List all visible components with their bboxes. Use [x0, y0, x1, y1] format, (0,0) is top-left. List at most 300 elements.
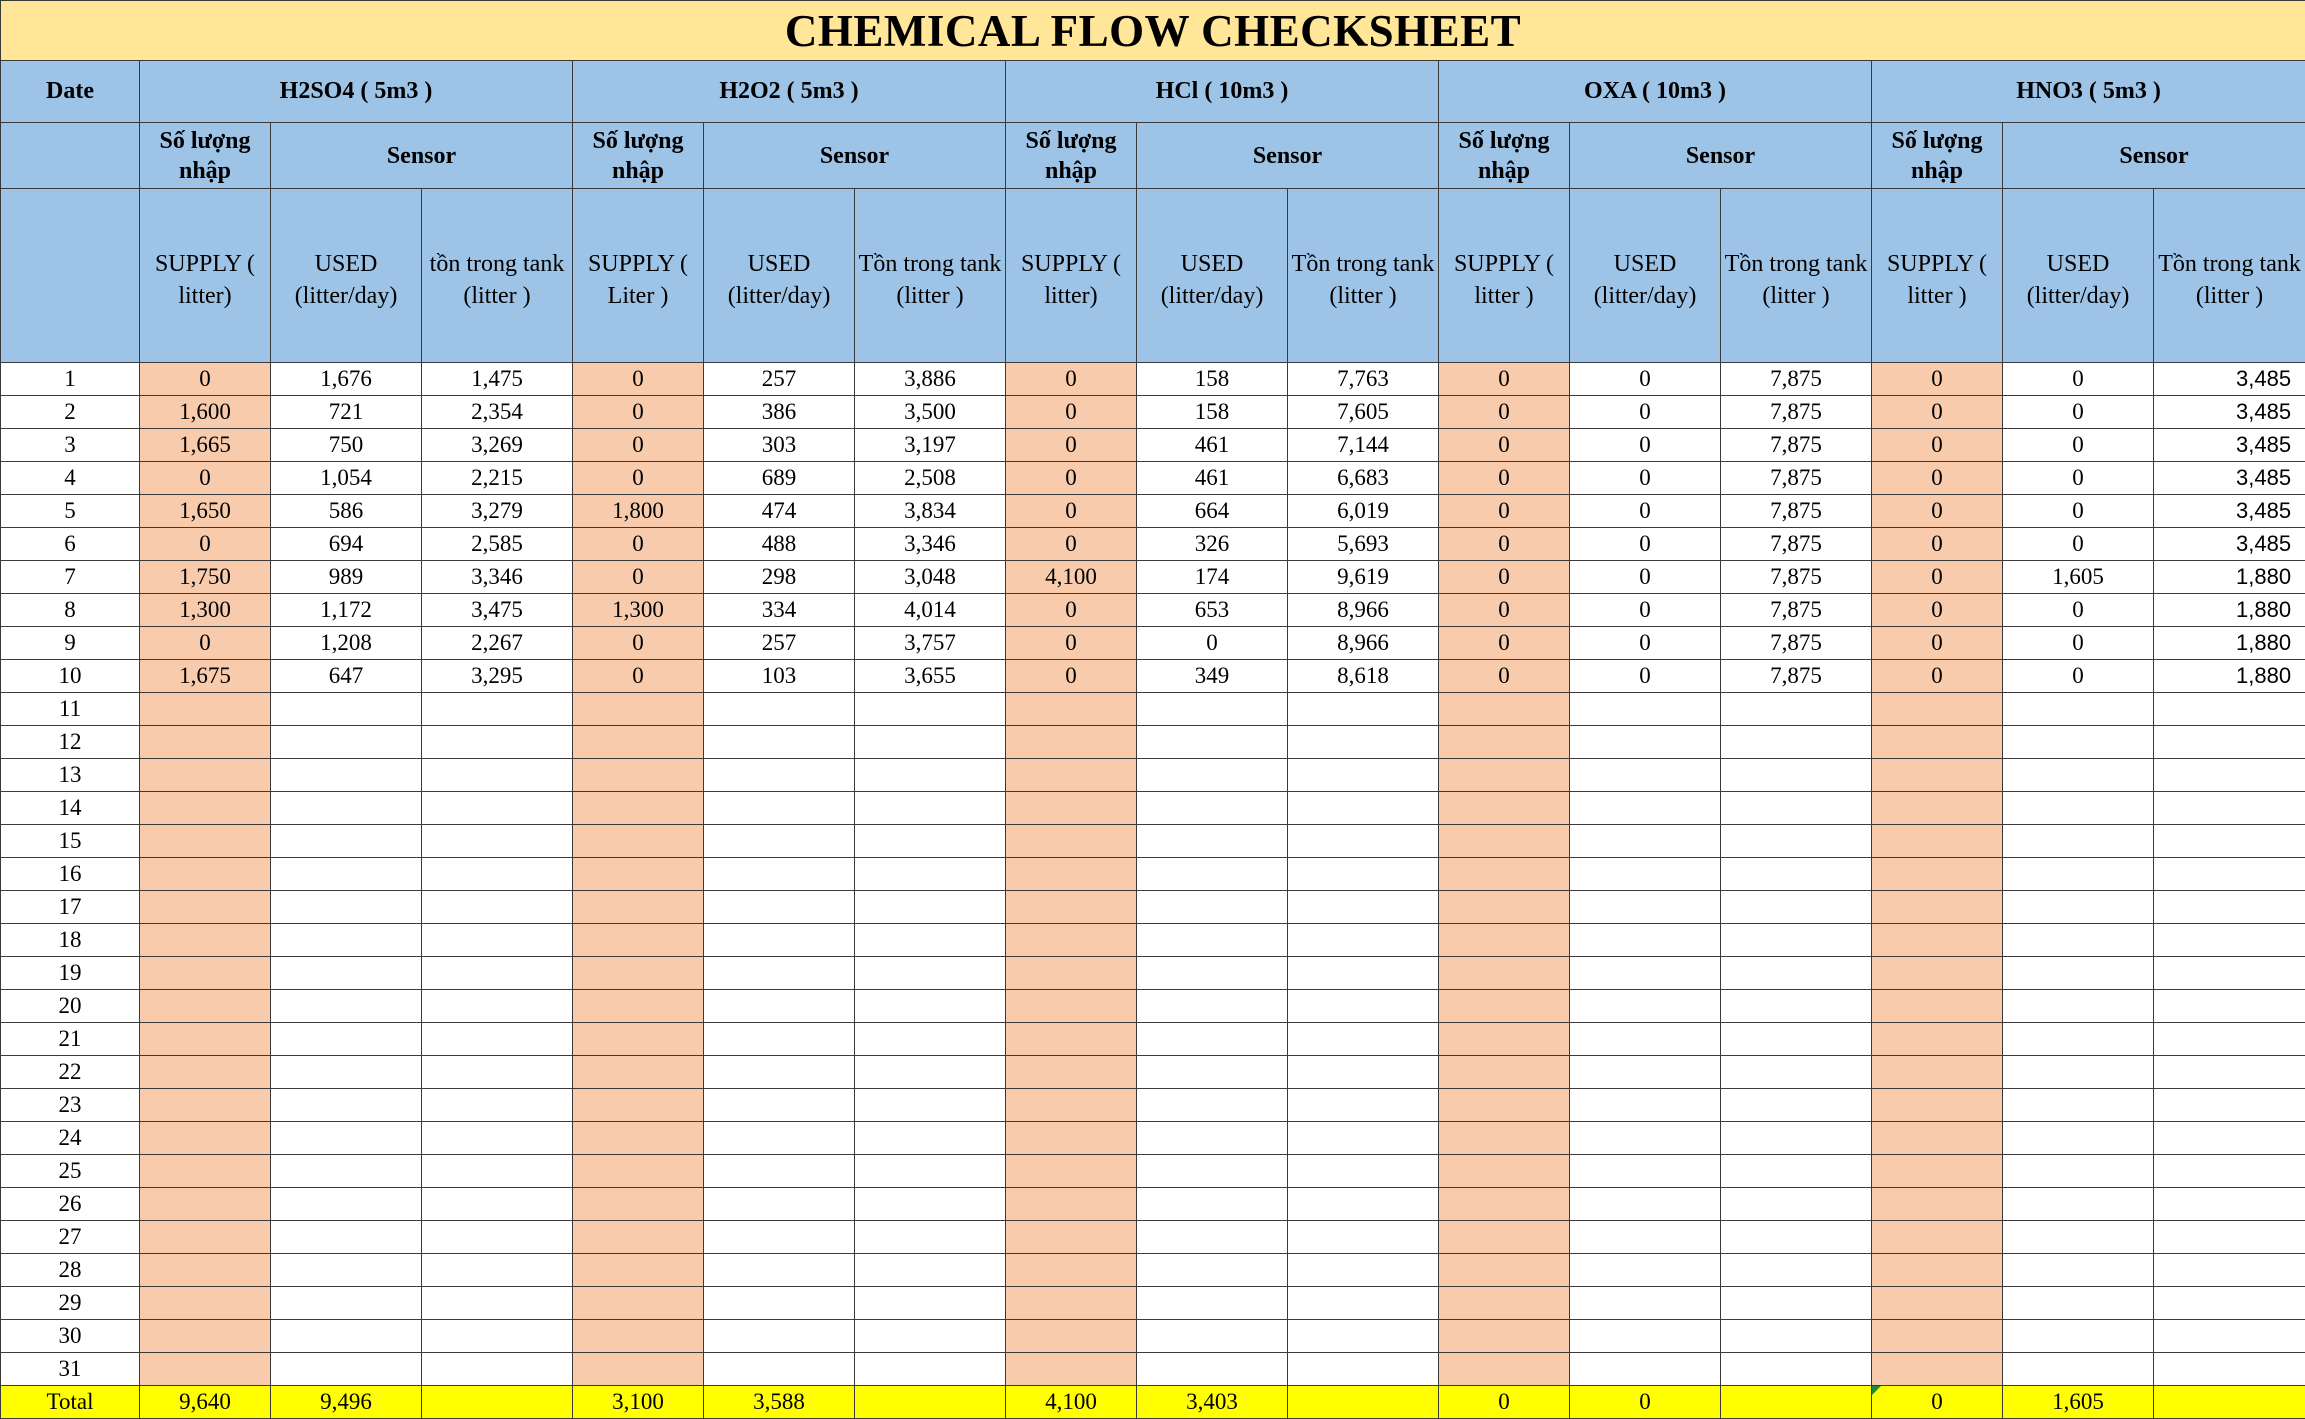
date-cell[interactable]: 16 — [1, 858, 140, 891]
supply-cell-h2so4[interactable]: 1,665 — [140, 429, 271, 462]
used-cell-hcl[interactable] — [1137, 1023, 1288, 1056]
used-cell-oxa[interactable] — [1570, 990, 1721, 1023]
sensor-header-h2o2[interactable]: Sensor — [704, 123, 1006, 189]
supply-cell-hcl[interactable] — [1006, 957, 1137, 990]
supply-cell-h2so4[interactable] — [140, 1023, 271, 1056]
tank-cell-h2so4[interactable]: 3,475 — [422, 594, 573, 627]
used-cell-hcl[interactable] — [1137, 1155, 1288, 1188]
date-cell[interactable]: 7 — [1, 561, 140, 594]
tank-cell-oxa[interactable]: 7,875 — [1721, 660, 1872, 693]
used-cell-h2so4[interactable] — [271, 924, 422, 957]
supply-cell-h2so4[interactable] — [140, 1221, 271, 1254]
tank-cell-hno3[interactable] — [2154, 1254, 2305, 1287]
used-cell-hcl[interactable] — [1137, 957, 1288, 990]
date-cell[interactable]: 4 — [1, 462, 140, 495]
date-cell[interactable]: 21 — [1, 1023, 140, 1056]
tank-cell-hcl[interactable] — [1288, 1122, 1439, 1155]
supply-cell-hcl[interactable] — [1006, 858, 1137, 891]
used-cell-h2so4[interactable] — [271, 1353, 422, 1386]
date-header-blank[interactable] — [1, 123, 140, 189]
used-cell-oxa[interactable] — [1570, 759, 1721, 792]
total-tank-hcl[interactable] — [1288, 1386, 1439, 1419]
tank-cell-oxa[interactable]: 7,875 — [1721, 627, 1872, 660]
used-cell-oxa[interactable] — [1570, 1287, 1721, 1320]
supply-cell-oxa[interactable]: 0 — [1439, 594, 1570, 627]
tank-cell-hcl[interactable] — [1288, 1089, 1439, 1122]
tank-cell-oxa[interactable]: 7,875 — [1721, 462, 1872, 495]
supply-cell-hno3[interactable] — [1872, 1056, 2003, 1089]
used-cell-h2o2[interactable] — [704, 1122, 855, 1155]
supply-cell-hcl[interactable]: 0 — [1006, 627, 1137, 660]
supply-cell-h2o2[interactable] — [573, 1056, 704, 1089]
supply-cell-h2o2[interactable] — [573, 792, 704, 825]
supply-cell-h2o2[interactable]: 0 — [573, 627, 704, 660]
supply-cell-h2o2[interactable]: 0 — [573, 462, 704, 495]
supply-cell-h2o2[interactable] — [573, 1221, 704, 1254]
qty-header-h2so4[interactable]: Số lượng nhập — [140, 123, 271, 189]
supply-cell-h2so4[interactable] — [140, 1122, 271, 1155]
supply-cell-hno3[interactable]: 0 — [1872, 561, 2003, 594]
date-cell[interactable]: 24 — [1, 1122, 140, 1155]
used-cell-h2so4[interactable] — [271, 957, 422, 990]
used-cell-hno3[interactable]: 0 — [2003, 627, 2154, 660]
tank-cell-hno3[interactable]: 3,485 — [2154, 462, 2305, 495]
qty-header-hcl[interactable]: Số lượng nhập — [1006, 123, 1137, 189]
used-cell-oxa[interactable]: 0 — [1570, 429, 1721, 462]
tank-cell-h2o2[interactable]: 4,014 — [855, 594, 1006, 627]
tank-cell-hno3[interactable] — [2154, 1155, 2305, 1188]
supply-cell-hcl[interactable] — [1006, 1122, 1137, 1155]
supply-cell-h2o2[interactable] — [573, 891, 704, 924]
supply-cell-hcl[interactable] — [1006, 792, 1137, 825]
date-cell[interactable]: 1 — [1, 363, 140, 396]
tank-cell-h2o2[interactable]: 3,886 — [855, 363, 1006, 396]
supply-cell-oxa[interactable] — [1439, 726, 1570, 759]
tank-cell-hno3[interactable]: 1,880 — [2154, 660, 2305, 693]
date-cell[interactable]: 9 — [1, 627, 140, 660]
used-cell-h2o2[interactable] — [704, 957, 855, 990]
date-cell[interactable]: 12 — [1, 726, 140, 759]
qty-header-hno3[interactable]: Số lượng nhập — [1872, 123, 2003, 189]
used-cell-h2so4[interactable]: 694 — [271, 528, 422, 561]
used-cell-oxa[interactable] — [1570, 1221, 1721, 1254]
supply-cell-hcl[interactable]: 0 — [1006, 594, 1137, 627]
used-cell-hno3[interactable] — [2003, 957, 2154, 990]
tank-cell-oxa[interactable] — [1721, 1056, 1872, 1089]
tank-cell-hno3[interactable] — [2154, 891, 2305, 924]
used-cell-hno3[interactable] — [2003, 1023, 2154, 1056]
used-cell-hno3[interactable] — [2003, 1221, 2154, 1254]
used-cell-h2so4[interactable] — [271, 1155, 422, 1188]
supply-cell-hno3[interactable]: 0 — [1872, 363, 2003, 396]
supply-cell-hcl[interactable]: 0 — [1006, 528, 1137, 561]
tank-cell-hcl[interactable] — [1288, 1056, 1439, 1089]
supply-cell-hcl[interactable]: 0 — [1006, 660, 1137, 693]
used-cell-hcl[interactable]: 158 — [1137, 396, 1288, 429]
supply-cell-h2so4[interactable]: 1,675 — [140, 660, 271, 693]
tank-cell-h2o2[interactable] — [855, 1122, 1006, 1155]
tank-cell-h2o2[interactable] — [855, 792, 1006, 825]
supply-cell-oxa[interactable] — [1439, 1254, 1570, 1287]
used-cell-h2o2[interactable] — [704, 1056, 855, 1089]
supply-cell-oxa[interactable] — [1439, 924, 1570, 957]
supply-cell-hno3[interactable] — [1872, 1122, 2003, 1155]
tank-cell-oxa[interactable] — [1721, 1122, 1872, 1155]
used-cell-h2so4[interactable] — [271, 1023, 422, 1056]
tank-cell-h2o2[interactable]: 2,508 — [855, 462, 1006, 495]
tank-cell-hcl[interactable] — [1288, 1320, 1439, 1353]
supply-cell-h2so4[interactable]: 1,600 — [140, 396, 271, 429]
used-cell-hno3[interactable] — [2003, 1287, 2154, 1320]
used-cell-oxa[interactable]: 0 — [1570, 561, 1721, 594]
used-cell-hcl[interactable] — [1137, 1089, 1288, 1122]
supply-cell-h2so4[interactable] — [140, 1155, 271, 1188]
tank-cell-oxa[interactable]: 7,875 — [1721, 594, 1872, 627]
tank-cell-oxa[interactable] — [1721, 924, 1872, 957]
tank-cell-hcl[interactable] — [1288, 957, 1439, 990]
used-cell-h2o2[interactable] — [704, 1188, 855, 1221]
supply-cell-oxa[interactable]: 0 — [1439, 561, 1570, 594]
qty-header-h2o2[interactable]: Số lượng nhập — [573, 123, 704, 189]
supply-cell-oxa[interactable] — [1439, 693, 1570, 726]
used-cell-h2so4[interactable] — [271, 1188, 422, 1221]
tank-cell-h2so4[interactable] — [422, 759, 573, 792]
supply-cell-hcl[interactable] — [1006, 693, 1137, 726]
used-cell-oxa[interactable] — [1570, 1320, 1721, 1353]
used-cell-hno3[interactable]: 0 — [2003, 363, 2154, 396]
tank-cell-oxa[interactable] — [1721, 1023, 1872, 1056]
tank-cell-h2so4[interactable] — [422, 924, 573, 957]
supply-cell-h2so4[interactable] — [140, 1320, 271, 1353]
used-cell-h2o2[interactable]: 303 — [704, 429, 855, 462]
supply-cell-h2o2[interactable] — [573, 858, 704, 891]
used-cell-hcl[interactable] — [1137, 1254, 1288, 1287]
supply-cell-hno3[interactable] — [1872, 792, 2003, 825]
supply-cell-hcl[interactable] — [1006, 924, 1137, 957]
used-cell-h2so4[interactable] — [271, 891, 422, 924]
total-tank-h2o2[interactable] — [855, 1386, 1006, 1419]
date-cell[interactable]: 15 — [1, 825, 140, 858]
total-supply-hcl[interactable]: 4,100 — [1006, 1386, 1137, 1419]
used-cell-hno3[interactable]: 0 — [2003, 660, 2154, 693]
used-cell-h2o2[interactable]: 474 — [704, 495, 855, 528]
used-cell-h2o2[interactable] — [704, 1254, 855, 1287]
used-cell-hno3[interactable] — [2003, 792, 2154, 825]
tank-cell-h2so4[interactable] — [422, 1089, 573, 1122]
supply-cell-hno3[interactable] — [1872, 726, 2003, 759]
total-tank-hno3[interactable] — [2154, 1386, 2305, 1419]
supply-cell-h2so4[interactable] — [140, 1089, 271, 1122]
used-header-h2so4[interactable]: USED (litter/day) — [271, 189, 422, 363]
supply-header-hno3[interactable]: SUPPLY ( litter ) — [1872, 189, 2003, 363]
supply-cell-oxa[interactable]: 0 — [1439, 495, 1570, 528]
used-cell-h2so4[interactable]: 1,676 — [271, 363, 422, 396]
used-cell-oxa[interactable] — [1570, 1056, 1721, 1089]
tank-cell-h2o2[interactable] — [855, 1056, 1006, 1089]
date-cell[interactable]: 5 — [1, 495, 140, 528]
total-supply-oxa[interactable]: 0 — [1439, 1386, 1570, 1419]
supply-header-h2so4[interactable]: SUPPLY ( litter) — [140, 189, 271, 363]
used-cell-hno3[interactable] — [2003, 858, 2154, 891]
supply-cell-h2o2[interactable] — [573, 1353, 704, 1386]
supply-cell-hno3[interactable] — [1872, 891, 2003, 924]
supply-cell-hcl[interactable] — [1006, 1287, 1137, 1320]
used-cell-hcl[interactable]: 664 — [1137, 495, 1288, 528]
sensor-header-hcl[interactable]: Sensor — [1137, 123, 1439, 189]
tank-cell-hcl[interactable] — [1288, 825, 1439, 858]
tank-cell-h2o2[interactable] — [855, 759, 1006, 792]
used-cell-hno3[interactable] — [2003, 990, 2154, 1023]
used-cell-hcl[interactable] — [1137, 693, 1288, 726]
tank-cell-oxa[interactable] — [1721, 891, 1872, 924]
tank-cell-hno3[interactable] — [2154, 693, 2305, 726]
supply-cell-hno3[interactable]: 0 — [1872, 429, 2003, 462]
used-cell-h2so4[interactable] — [271, 1287, 422, 1320]
used-cell-h2o2[interactable] — [704, 1023, 855, 1056]
date-cell[interactable]: 13 — [1, 759, 140, 792]
date-cell[interactable]: 14 — [1, 792, 140, 825]
tank-cell-hno3[interactable] — [2154, 990, 2305, 1023]
used-cell-h2o2[interactable] — [704, 1221, 855, 1254]
group-header-hno3[interactable]: HNO3 ( 5m3 ) — [1872, 61, 2305, 123]
supply-cell-h2so4[interactable]: 1,300 — [140, 594, 271, 627]
supply-cell-hno3[interactable] — [1872, 990, 2003, 1023]
used-cell-hno3[interactable]: 0 — [2003, 429, 2154, 462]
used-cell-oxa[interactable] — [1570, 693, 1721, 726]
used-cell-h2o2[interactable] — [704, 1353, 855, 1386]
supply-cell-h2o2[interactable] — [573, 924, 704, 957]
used-cell-h2so4[interactable]: 750 — [271, 429, 422, 462]
supply-cell-h2o2[interactable]: 0 — [573, 363, 704, 396]
used-cell-oxa[interactable]: 0 — [1570, 495, 1721, 528]
supply-cell-h2o2[interactable] — [573, 1089, 704, 1122]
date-cell[interactable]: 17 — [1, 891, 140, 924]
tank-cell-oxa[interactable] — [1721, 1320, 1872, 1353]
supply-cell-hno3[interactable]: 0 — [1872, 528, 2003, 561]
supply-cell-hno3[interactable] — [1872, 1023, 2003, 1056]
supply-cell-h2o2[interactable] — [573, 825, 704, 858]
tank-cell-hno3[interactable] — [2154, 1056, 2305, 1089]
tank-cell-hno3[interactable] — [2154, 1221, 2305, 1254]
tank-header-hcl[interactable]: Tồn trong tank (litter ) — [1288, 189, 1439, 363]
tank-cell-h2so4[interactable] — [422, 1320, 573, 1353]
tank-cell-h2o2[interactable]: 3,834 — [855, 495, 1006, 528]
tank-cell-h2so4[interactable] — [422, 825, 573, 858]
supply-cell-oxa[interactable] — [1439, 957, 1570, 990]
used-header-hcl[interactable]: USED (litter/day) — [1137, 189, 1288, 363]
date-cell[interactable]: 23 — [1, 1089, 140, 1122]
supply-cell-h2o2[interactable] — [573, 759, 704, 792]
used-header-hno3[interactable]: USED (litter/day) — [2003, 189, 2154, 363]
used-cell-oxa[interactable] — [1570, 1254, 1721, 1287]
used-cell-oxa[interactable]: 0 — [1570, 660, 1721, 693]
tank-cell-oxa[interactable] — [1721, 759, 1872, 792]
supply-cell-hno3[interactable] — [1872, 1254, 2003, 1287]
supply-cell-oxa[interactable] — [1439, 825, 1570, 858]
tank-cell-hcl[interactable] — [1288, 1023, 1439, 1056]
date-cell[interactable]: 20 — [1, 990, 140, 1023]
used-cell-hno3[interactable] — [2003, 1254, 2154, 1287]
used-cell-h2so4[interactable]: 586 — [271, 495, 422, 528]
supply-cell-oxa[interactable] — [1439, 759, 1570, 792]
supply-cell-oxa[interactable] — [1439, 792, 1570, 825]
tank-cell-h2so4[interactable] — [422, 792, 573, 825]
tank-cell-oxa[interactable]: 7,875 — [1721, 363, 1872, 396]
tank-cell-hcl[interactable]: 6,019 — [1288, 495, 1439, 528]
supply-cell-h2so4[interactable]: 1,650 — [140, 495, 271, 528]
tank-cell-h2o2[interactable] — [855, 1254, 1006, 1287]
supply-cell-h2o2[interactable]: 0 — [573, 660, 704, 693]
tank-header-h2so4[interactable]: tồn trong tank (litter ) — [422, 189, 573, 363]
tank-cell-h2so4[interactable]: 2,215 — [422, 462, 573, 495]
date-cell[interactable]: 27 — [1, 1221, 140, 1254]
used-cell-h2so4[interactable]: 989 — [271, 561, 422, 594]
used-cell-oxa[interactable] — [1570, 1122, 1721, 1155]
used-cell-hno3[interactable]: 0 — [2003, 396, 2154, 429]
sheet-title[interactable]: CHEMICAL FLOW CHECKSHEET — [1, 1, 2305, 61]
used-cell-hcl[interactable]: 461 — [1137, 429, 1288, 462]
supply-cell-h2so4[interactable] — [140, 1254, 271, 1287]
supply-cell-hno3[interactable] — [1872, 1221, 2003, 1254]
supply-cell-h2o2[interactable] — [573, 957, 704, 990]
used-cell-oxa[interactable]: 0 — [1570, 363, 1721, 396]
supply-cell-hno3[interactable] — [1872, 858, 2003, 891]
tank-cell-hno3[interactable]: 3,485 — [2154, 363, 2305, 396]
qty-header-oxa[interactable]: Số lượng nhập — [1439, 123, 1570, 189]
used-cell-hcl[interactable] — [1137, 1287, 1288, 1320]
used-cell-h2so4[interactable] — [271, 1221, 422, 1254]
supply-cell-oxa[interactable] — [1439, 1023, 1570, 1056]
total-used-h2o2[interactable]: 3,588 — [704, 1386, 855, 1419]
supply-cell-oxa[interactable]: 0 — [1439, 660, 1570, 693]
used-header-h2o2[interactable]: USED (litter/day) — [704, 189, 855, 363]
used-cell-h2o2[interactable] — [704, 858, 855, 891]
group-header-h2so4[interactable]: H2SO4 ( 5m3 ) — [140, 61, 573, 123]
tank-cell-h2o2[interactable] — [855, 1353, 1006, 1386]
tank-cell-h2so4[interactable]: 1,475 — [422, 363, 573, 396]
supply-cell-oxa[interactable] — [1439, 1122, 1570, 1155]
used-cell-hno3[interactable] — [2003, 1056, 2154, 1089]
supply-cell-h2o2[interactable] — [573, 1287, 704, 1320]
tank-cell-oxa[interactable] — [1721, 1287, 1872, 1320]
tank-cell-hno3[interactable]: 3,485 — [2154, 429, 2305, 462]
tank-cell-hno3[interactable] — [2154, 726, 2305, 759]
sensor-header-oxa[interactable]: Sensor — [1570, 123, 1872, 189]
tank-cell-hno3[interactable] — [2154, 1353, 2305, 1386]
supply-cell-h2so4[interactable] — [140, 1353, 271, 1386]
used-cell-hno3[interactable] — [2003, 1155, 2154, 1188]
used-cell-hcl[interactable]: 0 — [1137, 627, 1288, 660]
tank-cell-oxa[interactable] — [1721, 1188, 1872, 1221]
tank-cell-h2so4[interactable]: 2,267 — [422, 627, 573, 660]
tank-cell-hno3[interactable]: 1,880 — [2154, 561, 2305, 594]
used-cell-hno3[interactable] — [2003, 693, 2154, 726]
used-cell-h2o2[interactable] — [704, 759, 855, 792]
tank-cell-h2so4[interactable]: 2,354 — [422, 396, 573, 429]
used-cell-hno3[interactable] — [2003, 1122, 2154, 1155]
supply-cell-h2so4[interactable] — [140, 1188, 271, 1221]
supply-header-oxa[interactable]: SUPPLY ( litter ) — [1439, 189, 1570, 363]
supply-cell-hno3[interactable] — [1872, 1155, 2003, 1188]
tank-cell-oxa[interactable] — [1721, 957, 1872, 990]
supply-cell-hno3[interactable]: 0 — [1872, 660, 2003, 693]
used-cell-h2o2[interactable] — [704, 792, 855, 825]
supply-cell-h2o2[interactable] — [573, 1254, 704, 1287]
supply-cell-hcl[interactable]: 0 — [1006, 495, 1137, 528]
supply-cell-oxa[interactable]: 0 — [1439, 429, 1570, 462]
used-cell-h2so4[interactable] — [271, 1056, 422, 1089]
used-cell-h2so4[interactable]: 647 — [271, 660, 422, 693]
date-cell[interactable]: 8 — [1, 594, 140, 627]
tank-cell-hcl[interactable] — [1288, 1353, 1439, 1386]
supply-cell-hno3[interactable] — [1872, 1353, 2003, 1386]
supply-cell-h2so4[interactable] — [140, 858, 271, 891]
used-cell-h2so4[interactable] — [271, 1122, 422, 1155]
date-cell[interactable]: 19 — [1, 957, 140, 990]
supply-cell-hcl[interactable]: 0 — [1006, 363, 1137, 396]
supply-cell-hcl[interactable] — [1006, 1155, 1137, 1188]
used-cell-h2o2[interactable]: 103 — [704, 660, 855, 693]
date-cell[interactable]: 30 — [1, 1320, 140, 1353]
tank-cell-oxa[interactable] — [1721, 990, 1872, 1023]
supply-cell-hcl[interactable] — [1006, 1221, 1137, 1254]
used-cell-hcl[interactable] — [1137, 1122, 1288, 1155]
tank-cell-hcl[interactable] — [1288, 924, 1439, 957]
tank-cell-hcl[interactable]: 9,619 — [1288, 561, 1439, 594]
tank-cell-h2so4[interactable] — [422, 957, 573, 990]
used-cell-oxa[interactable] — [1570, 726, 1721, 759]
used-cell-oxa[interactable] — [1570, 792, 1721, 825]
group-header-h2o2[interactable]: H2O2 ( 5m3 ) — [573, 61, 1006, 123]
used-cell-h2o2[interactable] — [704, 990, 855, 1023]
supply-cell-hcl[interactable] — [1006, 1023, 1137, 1056]
supply-cell-h2o2[interactable]: 0 — [573, 396, 704, 429]
supply-cell-oxa[interactable] — [1439, 1089, 1570, 1122]
used-cell-h2so4[interactable] — [271, 825, 422, 858]
tank-cell-h2so4[interactable] — [422, 1056, 573, 1089]
used-cell-oxa[interactable] — [1570, 858, 1721, 891]
supply-cell-hcl[interactable]: 0 — [1006, 462, 1137, 495]
used-cell-hno3[interactable]: 0 — [2003, 495, 2154, 528]
total-used-oxa[interactable]: 0 — [1570, 1386, 1721, 1419]
used-cell-hno3[interactable] — [2003, 924, 2154, 957]
supply-cell-hno3[interactable]: 0 — [1872, 396, 2003, 429]
used-cell-oxa[interactable]: 0 — [1570, 627, 1721, 660]
date-cell[interactable]: 26 — [1, 1188, 140, 1221]
supply-cell-hcl[interactable] — [1006, 1188, 1137, 1221]
used-cell-h2o2[interactable]: 257 — [704, 363, 855, 396]
supply-header-hcl[interactable]: SUPPLY ( litter) — [1006, 189, 1137, 363]
tank-cell-h2so4[interactable] — [422, 726, 573, 759]
supply-cell-hno3[interactable]: 0 — [1872, 627, 2003, 660]
used-cell-h2so4[interactable] — [271, 990, 422, 1023]
used-cell-hcl[interactable]: 174 — [1137, 561, 1288, 594]
supply-cell-oxa[interactable] — [1439, 990, 1570, 1023]
supply-cell-hno3[interactable] — [1872, 759, 2003, 792]
used-cell-h2o2[interactable]: 689 — [704, 462, 855, 495]
used-cell-h2o2[interactable]: 257 — [704, 627, 855, 660]
supply-cell-oxa[interactable]: 0 — [1439, 462, 1570, 495]
used-cell-hno3[interactable] — [2003, 1353, 2154, 1386]
supply-cell-oxa[interactable] — [1439, 858, 1570, 891]
tank-cell-hcl[interactable] — [1288, 990, 1439, 1023]
date-cell[interactable]: 10 — [1, 660, 140, 693]
used-cell-hno3[interactable] — [2003, 726, 2154, 759]
used-cell-oxa[interactable] — [1570, 1188, 1721, 1221]
used-cell-oxa[interactable] — [1570, 891, 1721, 924]
tank-cell-hcl[interactable] — [1288, 759, 1439, 792]
used-cell-h2so4[interactable]: 1,172 — [271, 594, 422, 627]
